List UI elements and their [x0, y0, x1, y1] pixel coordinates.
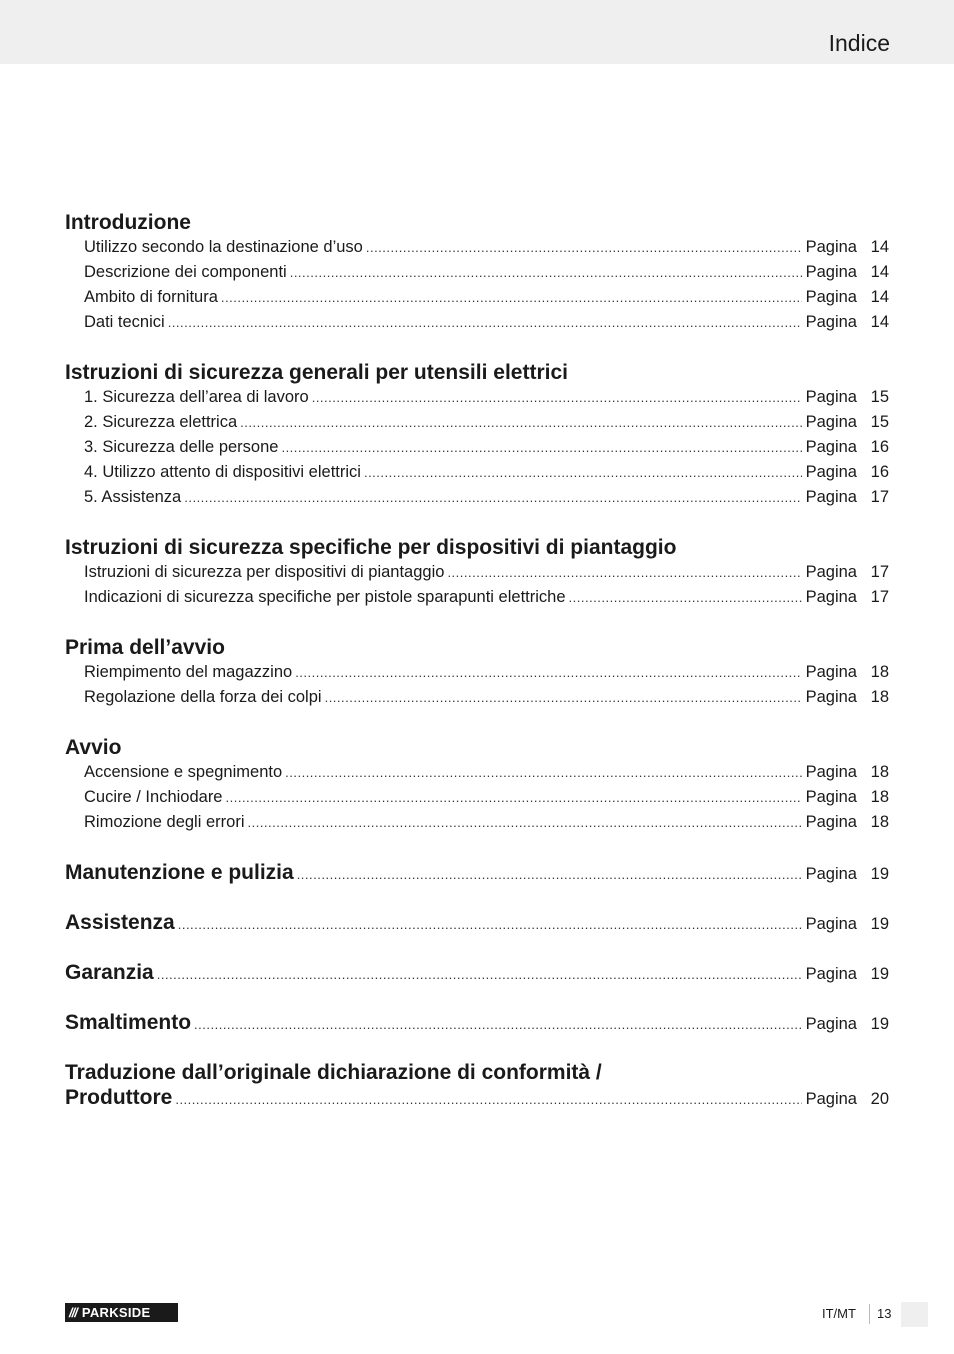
- dot-leader: [364, 460, 802, 485]
- dot-leader: [297, 862, 802, 887]
- page-number: 18: [870, 813, 889, 831]
- page-number: 16: [870, 463, 889, 481]
- toc-section-avvio: [65, 735, 889, 835]
- toc-entry[interactable]: [65, 310, 889, 335]
- toc-entry[interactable]: [65, 260, 889, 285]
- page-number-footer: 13: [877, 1306, 892, 1321]
- entry-label: Riempimento del magazzino: [84, 663, 293, 681]
- dot-leader: [168, 310, 802, 335]
- toc-entry[interactable]: [65, 760, 889, 785]
- dot-leader: [221, 285, 802, 310]
- page-word: Pagina: [805, 663, 857, 681]
- dot-leader: [325, 685, 802, 710]
- toc-entry[interactable]: [65, 410, 889, 435]
- main-entry-title: Smaltimento: [65, 1011, 192, 1034]
- toc-entry[interactable]: [65, 660, 889, 685]
- page-word: Pagina: [805, 865, 857, 883]
- dot-leader: [366, 235, 802, 260]
- toc-main-entry-assistenza[interactable]: [65, 910, 889, 935]
- toc-entry[interactable]: [65, 560, 889, 585]
- dot-leader: [184, 485, 801, 510]
- dot-leader: [240, 410, 801, 435]
- toc-entry[interactable]: [65, 585, 889, 610]
- dot-leader: [312, 385, 802, 410]
- toc-section-sicurezza-generali: [65, 360, 889, 510]
- footer-divider: [869, 1304, 870, 1324]
- page-number: 19: [870, 915, 889, 933]
- page-number: 18: [870, 763, 889, 781]
- entry-label: 2. Sicurezza elettrica: [84, 413, 238, 431]
- entry-label: Utilizzo secondo la destinazione d’uso: [84, 238, 363, 256]
- section-title: Istruzioni di sicurezza generali per utensili elettrici: [65, 361, 568, 384]
- entry-label: Indicazioni di sicurezza specifiche per pistole sparapunti elettriche: [84, 588, 566, 606]
- page-number: 14: [870, 238, 889, 256]
- page-number: 14: [870, 263, 889, 281]
- page-word: Pagina: [805, 413, 857, 431]
- entry-label: 4. Utilizzo attento di dispositivi elettrici: [84, 463, 361, 481]
- entry-label: Cucire / Inchiodare: [84, 788, 223, 806]
- toc-entry[interactable]: [65, 810, 889, 835]
- main-entry-title: Produttore: [65, 1086, 173, 1109]
- toc-section-introduzione: [65, 210, 889, 335]
- toc-last-entry[interactable]: [65, 1085, 889, 1110]
- toc-section-sicurezza-specifiche: [65, 535, 889, 610]
- toc-entry[interactable]: [65, 435, 889, 460]
- page-word: Pagina: [805, 488, 857, 506]
- dot-leader: [295, 660, 801, 685]
- page-word: Pagina: [805, 915, 857, 933]
- main-entry-title: Assistenza: [65, 911, 175, 934]
- dot-leader: [569, 585, 802, 610]
- page-word: Pagina: [805, 388, 857, 406]
- page-number: 18: [870, 663, 889, 681]
- dot-leader: [157, 962, 802, 987]
- entry-label: Accensione e spegnimento: [84, 763, 283, 781]
- dot-leader: [175, 1087, 801, 1112]
- page-number: 14: [870, 313, 889, 331]
- main-entry-title: Garanzia: [65, 961, 154, 984]
- dot-leader: [285, 760, 801, 785]
- entry-label: Rimozione degli errori: [84, 813, 245, 831]
- dot-leader: [194, 1012, 802, 1037]
- page-number: 18: [870, 788, 889, 806]
- entry-label: Ambito di fornitura: [84, 288, 218, 306]
- dot-leader: [447, 560, 801, 585]
- entry-label: 5. Assistenza: [84, 488, 182, 506]
- page-word: Pagina: [805, 1090, 857, 1108]
- entry-label: 3. Sicurezza delle persone: [84, 438, 279, 456]
- header-band: [0, 0, 954, 64]
- toc-entry[interactable]: [65, 485, 889, 510]
- logo-text: PARKSIDE: [81, 1305, 151, 1320]
- page-number: 15: [870, 413, 889, 431]
- logo-slashes-icon: ///: [69, 1305, 77, 1320]
- page-number: 14: [870, 288, 889, 306]
- page-word: Pagina: [805, 763, 857, 781]
- page-word: Pagina: [805, 1015, 857, 1033]
- toc-main-entry-manutenzione[interactable]: [65, 860, 889, 885]
- page-number: 17: [870, 588, 889, 606]
- page-word: Pagina: [805, 263, 857, 281]
- page-word: Pagina: [805, 313, 857, 331]
- toc-last-entry-line1: Traduzione dall’originale dichiarazione di conformità /: [65, 1061, 602, 1084]
- dot-leader: [281, 435, 801, 460]
- page-word: Pagina: [805, 588, 857, 606]
- toc-entry[interactable]: [65, 385, 889, 410]
- entry-label: Descrizione dei componenti: [84, 263, 287, 281]
- toc-entry[interactable]: [65, 685, 889, 710]
- entry-label: Istruzioni di sicurezza per dispositivi di piantaggio: [84, 563, 445, 581]
- entry-label: 1. Sicurezza dell’area di lavoro: [84, 388, 309, 406]
- toc-entry[interactable]: [65, 235, 889, 260]
- page-number: 19: [870, 1015, 889, 1033]
- page-word: Pagina: [805, 463, 857, 481]
- page-number: 15: [870, 388, 889, 406]
- toc-entry[interactable]: [65, 460, 889, 485]
- language-code: IT/MT: [822, 1306, 856, 1321]
- page-word: Pagina: [805, 563, 857, 581]
- page-word: Pagina: [805, 288, 857, 306]
- page-word: Pagina: [805, 688, 857, 706]
- parkside-logo: [65, 1303, 178, 1322]
- page-number: 19: [870, 865, 889, 883]
- section-title: Avvio: [65, 736, 122, 759]
- page-word: Pagina: [805, 238, 857, 256]
- page-number: 16: [870, 438, 889, 456]
- toc-entry[interactable]: [65, 285, 889, 310]
- toc-section-prima-avvio: [65, 635, 889, 710]
- page-word: Pagina: [805, 788, 857, 806]
- dot-leader: [247, 810, 801, 835]
- page-word: Pagina: [805, 965, 857, 983]
- page-number: 19: [870, 965, 889, 983]
- entry-label: Dati tecnici: [84, 313, 165, 331]
- page-number: 20: [870, 1090, 889, 1108]
- main-entry-title: Manutenzione e pulizia: [65, 861, 294, 884]
- toc-main-entry-smaltimento[interactable]: [65, 1010, 889, 1035]
- dot-leader: [178, 912, 802, 937]
- section-title: Istruzioni di sicurezza specifiche per dispositivi di piantaggio: [65, 536, 677, 559]
- page-title: Indice: [828, 30, 890, 56]
- page-word: Pagina: [805, 438, 857, 456]
- footer-tab-box: [901, 1302, 928, 1327]
- dot-leader: [290, 260, 802, 285]
- toc-entry[interactable]: [65, 785, 889, 810]
- section-title: Prima dell’avvio: [65, 636, 225, 659]
- section-title: Introduzione: [65, 211, 191, 234]
- page-word: Pagina: [805, 813, 857, 831]
- entry-label: Regolazione della forza dei colpi: [84, 688, 322, 706]
- page-number: 18: [870, 688, 889, 706]
- toc-main-entry-garanzia[interactable]: [65, 960, 889, 985]
- page-number: 17: [870, 488, 889, 506]
- page-number: 17: [870, 563, 889, 581]
- dot-leader: [226, 785, 802, 810]
- table-of-contents: [65, 210, 889, 1110]
